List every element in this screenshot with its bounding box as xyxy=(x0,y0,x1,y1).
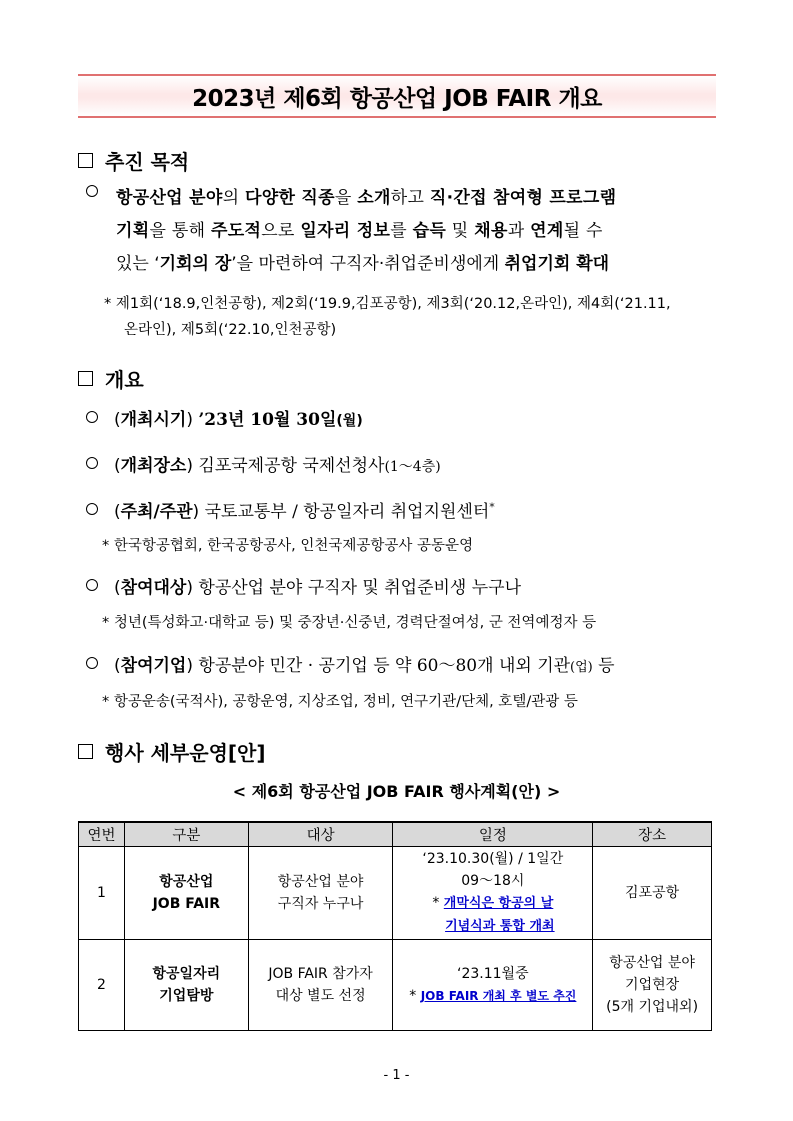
host-mark: * xyxy=(489,500,495,514)
text: 과 xyxy=(507,221,531,241)
column-header: 일정 xyxy=(393,822,593,847)
text: 를 xyxy=(390,221,413,241)
text: * xyxy=(432,895,444,911)
text: (5개 기업내외) xyxy=(606,999,699,1015)
circle-bullet-icon xyxy=(86,657,98,669)
section-title: 개요 xyxy=(105,368,144,392)
text: 대상 별도 선정 xyxy=(275,988,366,1004)
company-tail: 등 xyxy=(592,656,615,676)
table-row xyxy=(79,940,712,1031)
text: 을 xyxy=(334,188,358,208)
section-title: 행사 세부운영[안] xyxy=(105,741,266,765)
table-header-row xyxy=(79,822,712,847)
text: * xyxy=(409,988,421,1004)
text: 항공산업 분야 xyxy=(277,874,364,890)
purpose-note-line-2: 온라인), 제5회(‘22.10,인천공항) xyxy=(124,322,337,338)
text: 을 통해 xyxy=(149,221,212,241)
text: 일자리 정보 xyxy=(300,221,391,241)
circle-bullet-icon xyxy=(86,457,98,469)
type-cell xyxy=(124,940,248,1031)
column-header: 연번 xyxy=(79,822,125,847)
text: 채용 xyxy=(474,221,508,241)
place-cell xyxy=(593,940,712,1031)
text: 및 xyxy=(446,221,475,241)
purpose-line-3 xyxy=(116,248,720,281)
host-label: 주최/주관 xyxy=(120,502,193,522)
text: JOB FAIR 참가자 xyxy=(268,966,373,982)
section-heading-overview xyxy=(78,364,144,393)
text: ‘23.10.30(월) / 1일간 xyxy=(422,851,564,867)
type-cell xyxy=(124,847,248,940)
checkbox-square-icon xyxy=(78,153,93,168)
purpose-paragraph xyxy=(116,182,720,281)
overview-host: (주최/주관) 국토교통부 / 항공일자리 취업지원센터* xyxy=(86,497,495,522)
time-value: ’23년 10월 30일 xyxy=(198,410,337,430)
text: 기회의 장 xyxy=(159,254,232,274)
opening-ceremony-link-line-2[interactable]: 기념식과 통합 개최 xyxy=(445,919,555,934)
section-heading-operations xyxy=(78,737,265,766)
table-caption: < 제6회 항공산업 JOB FAIR 행사계획(안) > xyxy=(232,782,561,801)
place-cell: 김포공항 xyxy=(593,847,712,940)
text: 소개 xyxy=(357,188,391,208)
text: 기획 xyxy=(116,221,150,241)
row-number: 2 xyxy=(79,940,125,1031)
schedule-cell xyxy=(393,940,593,1031)
company-note: * 항공운송(국적사), 공항운영, 지상조업, 정비, 연구기관/단체, 호텔/관광 등 xyxy=(102,694,578,710)
place-label: 개최장소 xyxy=(120,456,187,476)
text: 있는 ‘ xyxy=(116,254,160,274)
purpose-note-line-1: * 제1회(‘18.9,인천공항), 제2회(‘19.9,김포공항), 제3회(‘20.12,온라인), 제4회(‘21.11, xyxy=(104,296,671,312)
company-value: 항공분야 민간 · 공기업 등 약 60～80개 내외 기관 xyxy=(198,656,571,676)
page-number: - 1 - xyxy=(383,1068,410,1083)
column-header: 대상 xyxy=(248,822,393,847)
host-value: 국토교통부 / 항공일자리 취업지원센터 xyxy=(204,502,490,522)
host-note: * 한국항공협회, 한국공항공사, 인천국제공항공사 공동운영 xyxy=(102,538,474,554)
text: 습득 xyxy=(412,221,447,241)
text: 항공산업 xyxy=(159,874,214,890)
opening-ceremony-link[interactable]: 개막식은 항공의 날 xyxy=(443,896,554,911)
circle-bullet-icon xyxy=(86,185,98,197)
column-header: 장소 xyxy=(593,822,712,847)
purpose-bullet xyxy=(86,187,114,199)
text: 으로 xyxy=(261,221,301,241)
overview-company: (참여기업) 항공분야 민간 · 공기업 등 약 60～80개 내외 기관(업) 등 xyxy=(86,651,615,676)
text: 항공산업 분야 xyxy=(609,955,695,971)
circle-bullet-icon xyxy=(86,579,98,591)
event-plan-table xyxy=(78,821,712,1031)
text: 취업기회 확대 xyxy=(504,254,610,274)
job-fair-followup-link[interactable]: JOB FAIR 개최 후 별도 추진 xyxy=(420,989,577,1003)
checkbox-square-icon xyxy=(78,371,93,386)
target-cell xyxy=(248,847,393,940)
text: JOB FAIR xyxy=(152,896,221,912)
schedule-cell xyxy=(393,847,593,940)
text: 하고 xyxy=(390,188,430,208)
time-day: (월) xyxy=(336,413,363,429)
text: 의 xyxy=(222,188,245,208)
company-label: 참여기업 xyxy=(120,656,187,676)
text: ’을 마련하여 구직자·취업준비생에게 xyxy=(231,254,505,274)
company-paren: (업) xyxy=(570,660,593,675)
text: 기업탐방 xyxy=(159,988,214,1004)
text: ‘23.11월중 xyxy=(457,966,529,982)
text: 항공일자리 xyxy=(152,966,221,982)
purpose-line-2 xyxy=(116,215,720,248)
text: 될 수 xyxy=(563,221,603,241)
circle-bullet-icon xyxy=(86,503,98,515)
page-title: 2023년 제6회 항공산업 JOB FAIR 개요 xyxy=(78,74,716,118)
text: 구직자 누구나 xyxy=(277,896,364,912)
circle-bullet-icon xyxy=(86,411,98,423)
place-floor: (1～4층) xyxy=(384,459,441,475)
target-label: 참여대상 xyxy=(120,578,187,598)
overview-time: (개최시기) ’23년 10월 30일(월) xyxy=(86,405,363,430)
place-value: 김포국제공항 국제선청사 xyxy=(198,456,385,476)
text: 09～18시 xyxy=(461,873,525,889)
overview-target: (참여대상) 항공산업 분야 구직자 및 취업준비생 누구나 xyxy=(86,573,521,598)
section-title: 추진 목적 xyxy=(105,150,190,174)
table-row xyxy=(79,847,712,940)
text: 기업현장 xyxy=(625,977,680,993)
text: 직·간접 참여형 프로그램 xyxy=(429,188,617,208)
target-value: 항공산업 분야 구직자 및 취업준비생 누구나 xyxy=(198,578,522,598)
checkbox-square-icon xyxy=(78,744,93,759)
overview-place: (개최장소) 김포국제공항 국제선청사(1～4층) xyxy=(86,451,441,476)
section-heading-purpose xyxy=(78,146,189,175)
row-number: 1 xyxy=(79,847,125,940)
text: 주도적 xyxy=(211,221,262,241)
text: 항공산업 분야 xyxy=(116,188,223,208)
column-header: 구분 xyxy=(124,822,248,847)
text: 연계 xyxy=(530,221,564,241)
text: 다양한 직종 xyxy=(245,188,335,208)
purpose-line-1 xyxy=(116,182,720,215)
target-cell xyxy=(248,940,393,1031)
time-label: 개최시기 xyxy=(120,410,187,430)
target-note: * 청년(특성화고·대학교 등) 및 중장년·신중년, 경력단절여성, 군 전역예정자 등 xyxy=(102,615,597,631)
